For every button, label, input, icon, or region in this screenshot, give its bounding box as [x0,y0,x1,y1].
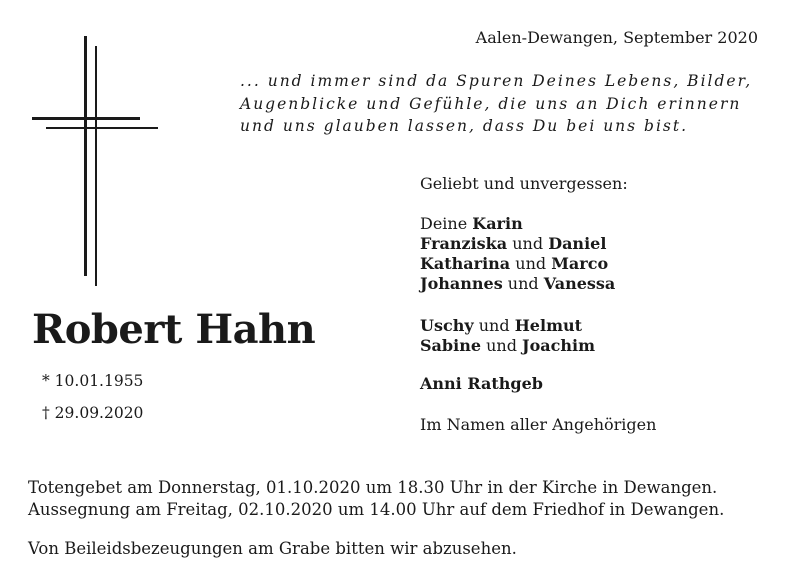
mourner-name: Marco [551,254,609,273]
motto-line-1: ... und immer sind da Spuren Deines Lebens, Bilder, [240,72,753,90]
mourner-name: Joachim [522,336,596,355]
service-burial-line: Aussegnung am Freitag, 02.10.2020 um 14.00 Uhr auf dem Friedhof in Dewangen. [28,500,725,519]
mourner-name: Vanessa [543,274,616,293]
mourner-conjunction: und [512,234,544,253]
mourner-anni: Anni Rathgeb [420,374,543,393]
mourner-name: Franziska [420,234,508,253]
service-prayer-line: Totengebet am Donnerstag, 01.10.2020 um 18.30 Uhr in der Kirche in Dewangen. [28,478,718,497]
mourner-line [420,274,615,294]
mourner-line [420,234,615,254]
cross-horizontal-shadow [46,127,158,129]
motto-line-2: Augenblicke und Gefühle, die uns an Dich erinnern [240,94,742,113]
mourner-line [420,316,595,336]
mourners-closing: Im Namen aller Angehörigen [420,415,657,434]
mourner-prefix: Deine [420,214,468,233]
cross-vertical-bar [84,36,87,276]
mourners-intro: Geliebt und unvergessen: [420,174,628,193]
place-date: Aalen-Dewangen, September 2020 [475,28,758,47]
mourner-conjunction: und [478,316,510,335]
motto-line-3: und uns glauben lassen, dass Du bei uns bist. [240,117,689,135]
motto [240,70,780,138]
cross-vertical-shadow [95,46,97,286]
mourner-name: Helmut [514,316,583,335]
mourner-name: Uschy [420,316,474,335]
mourner-line [420,214,615,234]
cross-horizontal-bar [32,117,140,120]
mourner-name: Sabine [420,336,481,355]
deceased-name: Robert Hahn [32,306,316,353]
mourner-name: Katharina [420,254,511,273]
mourner-conjunction: und [507,274,539,293]
birth-date: * 10.01.1955 [42,372,144,390]
mourner-name: Daniel [548,234,607,253]
death-date: † 29.09.2020 [42,404,144,422]
mourner-name: Karin [472,214,523,233]
mourner-conjunction: und [486,336,517,355]
mourner-conjunction: und [515,254,547,273]
condolence-note: Von Beileidsbezeugungen am Grabe bitten wir abzusehen. [28,539,517,558]
mourners-family-list [420,214,615,294]
mourner-name: Johannes [420,274,503,293]
mourners-relatives-list [420,316,595,356]
mourner-line [420,336,595,356]
mourner-line [420,254,615,274]
